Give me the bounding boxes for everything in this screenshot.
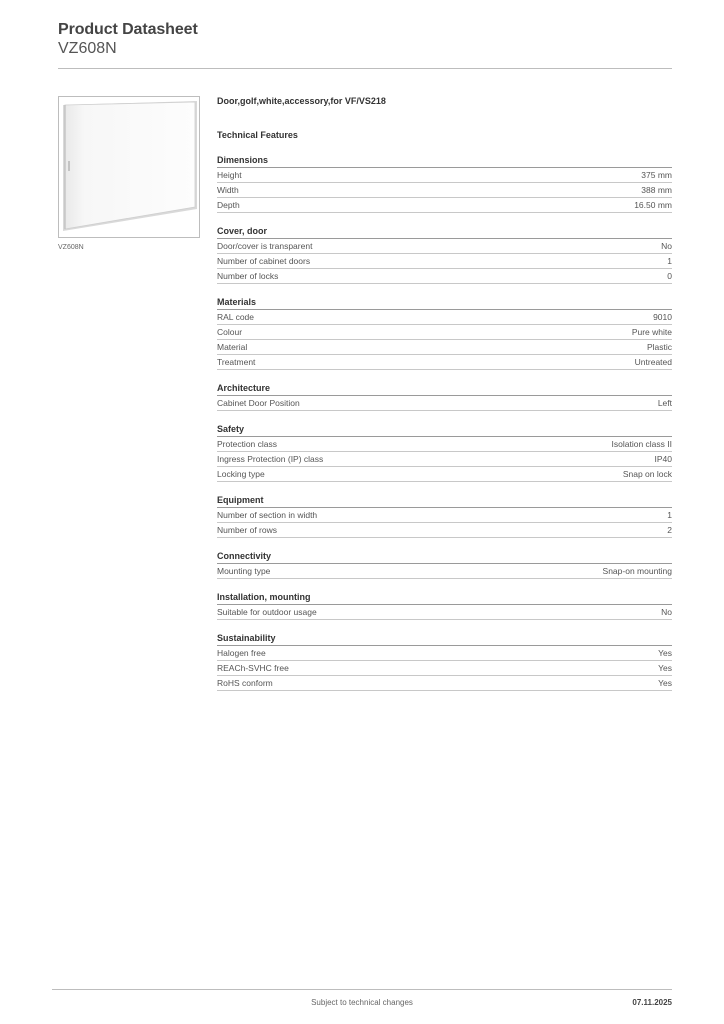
- features-section: [217, 154, 672, 213]
- feature-row: [217, 452, 672, 467]
- feature-value: No: [661, 241, 672, 251]
- section-title: Sustainability: [217, 632, 672, 646]
- feature-value: 2: [667, 525, 672, 535]
- feature-row: [217, 310, 672, 325]
- feature-label: Locking type: [217, 469, 265, 479]
- feature-value: 1: [667, 256, 672, 266]
- feature-row: [217, 355, 672, 370]
- feature-label: Number of section in width: [217, 510, 318, 520]
- features-section: [217, 591, 672, 620]
- feature-row: [217, 239, 672, 254]
- features-section: [217, 550, 672, 579]
- feature-label: Number of cabinet doors: [217, 256, 311, 266]
- feature-value: Isolation class II: [611, 439, 672, 449]
- feature-row: [217, 325, 672, 340]
- feature-label: Suitable for outdoor usage: [217, 607, 317, 617]
- feature-value: Untreated: [634, 357, 672, 367]
- feature-value: Yes: [658, 678, 672, 688]
- feature-row: [217, 523, 672, 538]
- section-title: Materials: [217, 296, 672, 310]
- feature-row: [217, 646, 672, 661]
- features-section: [217, 382, 672, 411]
- product-image: [59, 97, 199, 237]
- footer-divider: [52, 989, 672, 990]
- feature-label: Material: [217, 342, 248, 352]
- feature-label: Protection class: [217, 439, 277, 449]
- feature-label: REACh-SVHC free: [217, 663, 289, 673]
- feature-value: 375 mm: [641, 170, 672, 180]
- features-section: [217, 632, 672, 691]
- feature-value: Snap on lock: [622, 469, 672, 479]
- feature-value: Yes: [658, 663, 672, 673]
- feature-row: [217, 437, 672, 452]
- feature-label: Mounting type: [217, 566, 271, 576]
- feature-value: Plastic: [646, 342, 672, 352]
- feature-label: RoHS conform: [217, 678, 273, 688]
- technical-features-title: Technical Features: [217, 130, 298, 140]
- feature-row: [217, 396, 672, 411]
- feature-value: No: [661, 607, 672, 617]
- content-column: [217, 94, 672, 691]
- feature-row: [217, 605, 672, 620]
- feature-value: Pure white: [631, 327, 672, 337]
- feature-label: Door/cover is transparent: [217, 241, 313, 251]
- feature-value: 0: [667, 271, 672, 281]
- feature-row: [217, 508, 672, 523]
- feature-row: [217, 661, 672, 676]
- section-title: Equipment: [217, 494, 672, 508]
- feature-row: [217, 198, 672, 213]
- section-title: Safety: [217, 423, 672, 437]
- section-title: Dimensions: [217, 154, 672, 168]
- feature-row: [217, 168, 672, 183]
- product-description: Door,golf,white,accessory,for VF/VS218: [217, 96, 386, 106]
- feature-row: [217, 254, 672, 269]
- product-image-frame: [58, 96, 200, 238]
- section-title: Connectivity: [217, 550, 672, 564]
- features-section: [217, 225, 672, 284]
- section-title: Cover, door: [217, 225, 672, 239]
- feature-label: Number of rows: [217, 525, 277, 535]
- feature-label: RAL code: [217, 312, 255, 322]
- feature-value: Left: [657, 398, 672, 408]
- features-section: [217, 494, 672, 538]
- feature-label: Number of locks: [217, 271, 279, 281]
- feature-value: 16.50 mm: [634, 200, 672, 210]
- feature-label: Halogen free: [217, 648, 266, 658]
- feature-label: Ingress Protection (IP) class: [217, 454, 324, 464]
- header-divider: [58, 68, 672, 69]
- feature-value: 1: [667, 510, 672, 520]
- feature-label: Cabinet Door Position: [217, 398, 300, 408]
- feature-row: [217, 183, 672, 198]
- feature-row: [217, 564, 672, 579]
- feature-row: [217, 467, 672, 482]
- document-title: Product Datasheet: [58, 21, 198, 38]
- feature-value: 388 mm: [641, 185, 672, 195]
- feature-label: Height: [217, 170, 242, 180]
- document-header: [58, 20, 198, 58]
- feature-label: Width: [217, 185, 239, 195]
- features-sections: [217, 154, 672, 691]
- features-section: [217, 423, 672, 482]
- feature-label: Colour: [217, 327, 243, 337]
- feature-value: Snap-on mounting: [602, 566, 672, 576]
- feature-value: IP40: [654, 454, 672, 464]
- section-title: Architecture: [217, 382, 672, 396]
- feature-row: [217, 676, 672, 691]
- footer-note: Subject to technical changes: [311, 998, 413, 1007]
- footer-date: 07.11.2025: [632, 998, 672, 1007]
- section-title: Installation, mounting: [217, 591, 672, 605]
- feature-row: [217, 340, 672, 355]
- features-section: [217, 296, 672, 370]
- feature-row: [217, 269, 672, 284]
- feature-value: Yes: [658, 648, 672, 658]
- product-code: VZ608N: [58, 40, 117, 57]
- feature-label: Treatment: [217, 357, 256, 367]
- product-image-caption: VZ608N: [58, 244, 84, 251]
- feature-label: Depth: [217, 200, 240, 210]
- feature-value: 9010: [653, 312, 672, 322]
